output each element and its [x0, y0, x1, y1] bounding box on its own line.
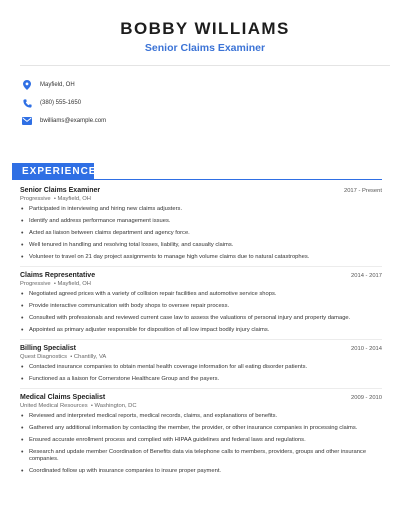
- job-location: Washington, DC: [94, 403, 137, 409]
- list-item: • Acted as liaison between claims department and agency force.: [20, 230, 382, 237]
- job-entry: [20, 394, 382, 475]
- experience-section-title: EXPERIENCE: [12, 163, 94, 180]
- job-dates: 2017 - Present: [343, 188, 382, 194]
- location-text: Mayfield, OH: [40, 82, 75, 88]
- job-header: [20, 187, 382, 194]
- list-item: • Identify and address performance management issues.: [20, 218, 382, 225]
- candidate-title: Senior Claims Examiner: [144, 42, 266, 54]
- job-company: Quest Diagnostics: [20, 354, 68, 360]
- location-pin-icon: [22, 80, 32, 90]
- job-divider: [20, 388, 382, 389]
- job-bullets: [20, 413, 382, 475]
- contact-email: [22, 112, 410, 130]
- list-item: • Volunteer to travel on 21 day project assignments to manage high volume claims due to natural catastrophes.: [20, 254, 382, 261]
- contact-location: [22, 76, 410, 94]
- job-company-line: United Medical Resources • Washington, DC: [20, 403, 137, 409]
- list-item: • Coordinated follow up with insurance companies to insure proper payment.: [20, 468, 382, 475]
- job-title: Claims Representative: [20, 272, 96, 279]
- job-divider: [20, 266, 382, 267]
- email-icon: [22, 116, 32, 126]
- list-item: • Reviewed and interpreted medical reports, medical records, claims, and explanations of benefits.: [20, 413, 382, 420]
- list-item: • Participated in interviewing and hiring new claims adjusters.: [20, 206, 382, 213]
- job-dates: 2014 - 2017: [351, 273, 382, 279]
- job-location: Chantilly, VA: [73, 354, 107, 360]
- job-bullets: [20, 291, 382, 334]
- job-header: [20, 345, 382, 352]
- job-title: Senior Claims Examiner: [20, 187, 101, 194]
- job-header: [20, 394, 382, 401]
- resume-header: [0, 0, 410, 55]
- job-company-line: Progressive • Mayfield, OH: [20, 281, 91, 287]
- job-company-line: Quest Diagnostics • Chantilly, VA: [20, 354, 107, 360]
- job-company: Progressive: [20, 281, 51, 287]
- list-item: • Gathered any additional information by contacting the member, the provider, or other insurance companies in processing claims.: [20, 425, 382, 432]
- list-item: • Provide interactive communication with body shops to oversee repair process.: [20, 303, 382, 310]
- contact-phone: [22, 94, 410, 112]
- phone-text: (380) 555-1650: [40, 100, 82, 106]
- list-item: • Contacted insurance companies to obtain mental health coverage information for all eating disorder patients.: [20, 364, 382, 371]
- candidate-name: BOBBY WILLIAMS: [120, 19, 290, 38]
- email-text: bwilliams@example.com: [40, 118, 107, 124]
- list-item: • Research and update member Coordination of Benefits data via telephone calls to members, providers, groups and other insurance companies.: [20, 449, 382, 463]
- contact-info: [0, 66, 410, 130]
- job-location: Mayfield, OH: [57, 196, 91, 202]
- job-divider: [20, 339, 382, 340]
- job-entry: [20, 345, 382, 389]
- job-dates: 2009 - 2010: [351, 395, 382, 401]
- phone-icon: [22, 98, 32, 108]
- job-bullets: [20, 364, 382, 383]
- job-title: Billing Specialist: [20, 345, 77, 352]
- section-rule: [94, 179, 382, 180]
- job-bullets: [20, 206, 382, 261]
- list-item: • Appointed as primary adjuster responsible for disposition of all low impact bodily injury claims.: [20, 327, 382, 334]
- experience-list: [20, 187, 382, 480]
- list-item: • Negotiated agreed prices with a variety of collision repair facilities and automotive service shops.: [20, 291, 382, 298]
- job-header: [20, 272, 382, 279]
- list-item: • Consulted with professionals and reviewed current case law to assess the valuations of personal injury and property damage.: [20, 315, 382, 322]
- job-entry: [20, 272, 382, 340]
- job-entry: [20, 187, 382, 267]
- job-company: United Medical Resources: [20, 403, 88, 409]
- job-company-line: Progressive • Mayfield, OH: [20, 196, 91, 202]
- job-location: Mayfield, OH: [57, 281, 91, 287]
- list-item: • Ensured accurate enrollment process and complied with HIPAA guidelines and federal laws and regulations.: [20, 437, 382, 444]
- job-company: Progressive: [20, 196, 51, 202]
- job-title: Medical Claims Specialist: [20, 394, 106, 401]
- list-item: • Functioned as a liaison for Cornerstone Healthcare Group and the payers.: [20, 376, 382, 383]
- list-item: • Well tenured in handling and resolving total losses, liability, and casualty claims.: [20, 242, 382, 249]
- job-dates: 2010 - 2014: [351, 346, 382, 352]
